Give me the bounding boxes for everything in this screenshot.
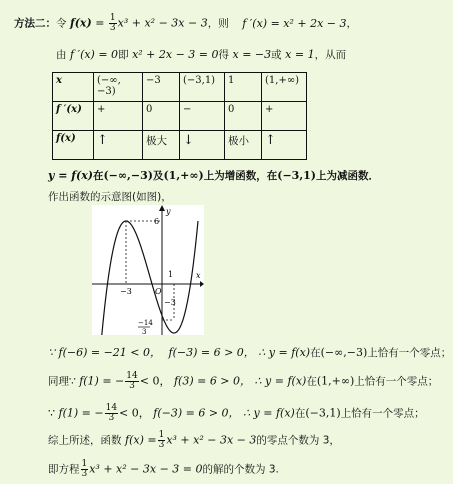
label-frac-den: 3 bbox=[142, 328, 147, 335]
line-solve-derivative: 由 f ′(x) = 0即 x² + 2x − 3 = 0得 x = −3或 x = 1，从而 bbox=[56, 48, 347, 61]
line-method-two: 方法二：令 f(x) = $\frac{1}{3}$ x³ + x² − 3x − 3，则 f ′(x) = x² + 2x − 3， bbox=[14, 13, 358, 33]
x-axis-label: x bbox=[196, 271, 201, 280]
table-cell: −3 bbox=[143, 73, 180, 102]
method-label: 方法二： bbox=[14, 17, 56, 30]
table-cell: f(x) bbox=[53, 131, 94, 160]
fraction-one-third: $\frac{1}{3}$ bbox=[109, 13, 116, 33]
fraction-one-third: $\frac{1}{3}$ bbox=[81, 459, 88, 479]
y-axis-arrow bbox=[159, 205, 165, 211]
fraction-one-third: $\frac{1}{3}$ bbox=[158, 430, 165, 450]
label-frac-num: −14 bbox=[138, 319, 153, 327]
line-zero-interval-3: ∵ f(1) = − $\frac{14}{3}$ < 0， f(−3) = 6 > 0， ∴ y = f(x)在(−3,1)上恰有一个零点； bbox=[48, 403, 425, 423]
label-neg-three: −3 bbox=[120, 287, 132, 296]
line-monotonicity: y = f(x)在(−∞,−3)及(1,+∞)上为增函数，在(−3,1)上为减函数． bbox=[48, 169, 380, 182]
table-cell: + bbox=[94, 102, 143, 131]
table-cell: + bbox=[262, 102, 307, 131]
table-row bbox=[53, 131, 307, 160]
line-draw-graph: 作出函数的示意图(如图)， bbox=[48, 191, 172, 203]
table-cell: 0 bbox=[143, 102, 180, 131]
table-cell: − bbox=[180, 102, 225, 131]
line-final-answer: 即方程 $\frac{1}{3}$ x³ + x² − 3x − 3 = 0的解的个数为 3. bbox=[48, 459, 279, 479]
table-cell: 极大 bbox=[143, 131, 180, 160]
function-graph bbox=[92, 205, 204, 335]
label-neg-three-bottom: −3 bbox=[164, 298, 176, 307]
table-cell: x bbox=[53, 73, 94, 102]
y-axis-label: y bbox=[166, 207, 171, 216]
table-cell: f ′(x) bbox=[53, 102, 94, 131]
table-cell: 极小 bbox=[225, 131, 262, 160]
table-cell: 1 bbox=[225, 73, 262, 102]
table-row bbox=[53, 73, 307, 102]
table-cell: ↓ bbox=[180, 131, 225, 160]
table-cell: ↑ bbox=[262, 131, 307, 160]
label-origin: O bbox=[155, 287, 162, 296]
function-curve bbox=[92, 221, 198, 335]
table-cell: ↑ bbox=[94, 131, 143, 160]
label-one: 1 bbox=[168, 270, 174, 279]
sign-table bbox=[52, 72, 307, 160]
table-cell: 0 bbox=[225, 102, 262, 131]
line-zero-interval-2: 同理∵ f(1) = − $\frac{14}{3}$ < 0， f(3) = 6 > 0， ∴ y = f(x)在(1,+∞)上恰有一个零点； bbox=[48, 371, 439, 391]
line-conclusion: 综上所述，函数 f(x) = $\frac{1}{3}$ x³ + x² − 3x − 3的零点个数为 3， bbox=[48, 430, 340, 450]
graph-svg bbox=[92, 205, 204, 335]
fraction-fourteen-thirds: $\frac{14}{3}$ bbox=[126, 371, 138, 391]
fraction-fourteen-thirds: $\frac{14}{3}$ bbox=[105, 403, 118, 423]
table-cell: (−3,1) bbox=[180, 73, 225, 102]
line-zero-interval-1: ∵ f(−6) = −21 < 0， f(−3) = 6 > 0， ∴ y = f(x)在(−∞,−3)上恰有一个零点； bbox=[48, 346, 452, 359]
table-cell: (−∞,−3) bbox=[94, 73, 143, 102]
table-cell: (1,+∞) bbox=[262, 73, 307, 102]
label-six: 6 bbox=[154, 217, 160, 226]
derivative-formula: f ′(x) = x² + 2x − 3 bbox=[242, 16, 347, 30]
x-axis-arrow bbox=[200, 281, 204, 287]
table-row bbox=[53, 102, 307, 131]
